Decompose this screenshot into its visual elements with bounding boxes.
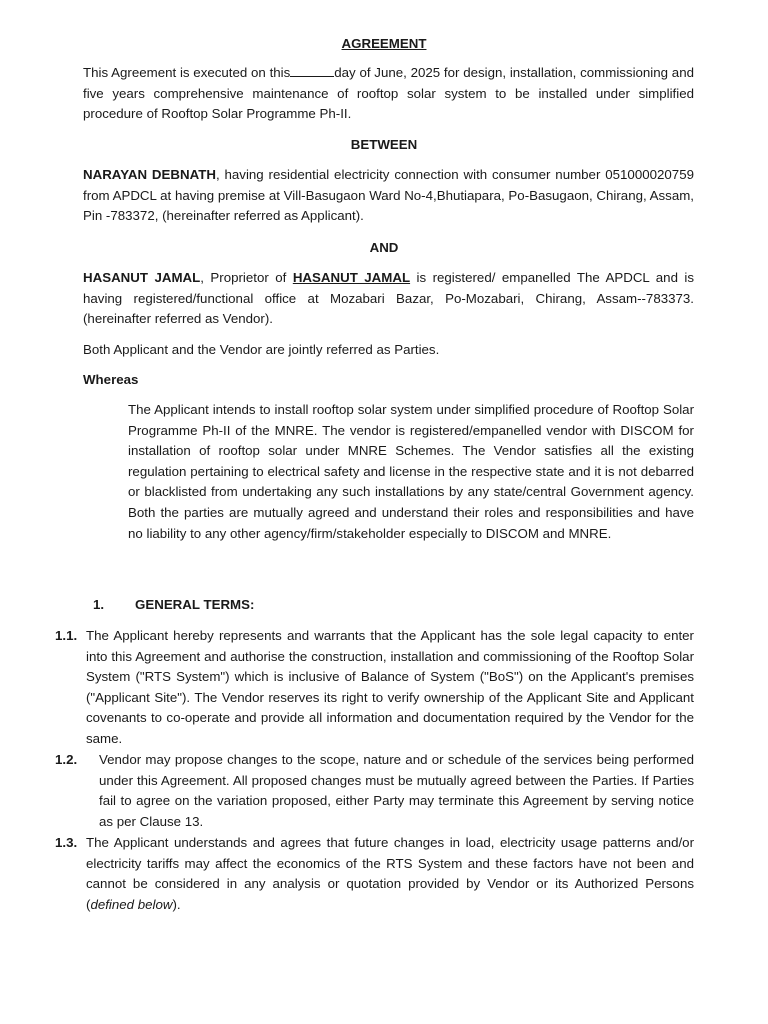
vendor-name: HASANUT JAMAL bbox=[83, 270, 201, 285]
clause-1-3-body bbox=[86, 833, 694, 915]
vendor-firm-name: HASANUT JAMAL bbox=[292, 270, 411, 285]
between-heading: BETWEEN bbox=[350, 137, 418, 152]
section-number: 1. bbox=[93, 597, 105, 612]
clause-1-3-number: 1.3. bbox=[55, 835, 78, 850]
intro-text-start: This Agreement is executed on this bbox=[83, 65, 291, 80]
clause-1-1-number: 1.1. bbox=[55, 628, 78, 643]
clause-1-1-body: The Applicant hereby represents and warrants that the Applicant has the sole legal capacity to enter into this Agreement and authorise the construction, installation and commissioning of the Rooftop Solar System ("RTS System") which is inclusive of Balance of System ("BoS") on the Applicant's premises ("Applicant Site"). The Vendor reserves its right to verify ownership of the Applicant Site and Applicant covenants to co-operate and provide all information and documentation required by the Vendor for the same. bbox=[86, 628, 694, 746]
and-heading: AND bbox=[369, 240, 399, 255]
vendor-paragraph bbox=[83, 268, 694, 330]
applicant-paragraph bbox=[83, 165, 694, 227]
clause-1-3-text bbox=[86, 833, 694, 915]
whereas-paragraph: The Applicant intends to install rooftop solar system under simplified procedure of Rooftop Solar Programme Ph-II of the MNRE. The vendor is registered/empanelled vendor with DISCOM for installation of rooftop solar under MNRE Schemes. The Vendor satisfies all the existing regulation pertaining to electrical safety and license in the respective state and it is not debarred or blacklisted from undertaking any such installations by any state/central Government agency. Both the parties are mutually agreed and understand their roles and responsibilities and have no liability to any other agency/firm/stakeholder especially to DISCOM and MNRE. bbox=[128, 402, 694, 541]
vendor-text-1: , Proprietor of bbox=[200, 270, 293, 285]
parties-paragraph: Both Applicant and the Vendor are jointly referred as Parties. bbox=[83, 342, 440, 357]
clause-1-3-main: The Applicant understands and agrees that future changes in load, electricity usage patterns and/or electricity tariffs may affect the economics of the RTS System and these factors have not been and cannot be considered in any analysis or quotation provided by Vendor or its Authorized Persons ( bbox=[86, 835, 694, 912]
clause-1-2-body: Vendor may propose changes to the scope, nature and or schedule of the services being performed under this Agreement. All proposed changes must be mutually agreed between the Parties. If Parties fail to agree on the variation proposed, either Party may terminate this Agreement by serving notice as per Clause 13. bbox=[99, 752, 694, 829]
date-blank bbox=[290, 64, 334, 77]
clause-1-3-end: ). bbox=[172, 896, 181, 912]
clause-1-2-text bbox=[91, 750, 694, 832]
document-title: AGREEMENT bbox=[341, 36, 427, 51]
applicant-name: NARAYAN DEBNATH bbox=[83, 167, 216, 182]
vendor-text-2: is registered/ empanelled The APDCL and is having registered/functional office at Mozabari Bazar, Po-Mozabari, Chirang, Assam--783373. (hereinafter referred as Vendor). bbox=[83, 270, 695, 327]
applicant-details: , having residential electricity connection with consumer number 051000020759 from APDCL at having premise at Vill-Basugaon Ward No-4,Bhutiapara, Po-Basugaon, Chirang, Assam, Pin -783372, (hereinafter referred as Applicant). bbox=[83, 167, 694, 224]
clause-1-1-text bbox=[86, 626, 694, 750]
clause-1-2-number: 1.2. bbox=[55, 752, 78, 767]
intro-paragraph bbox=[83, 63, 694, 125]
section-title: GENERAL TERMS: bbox=[135, 597, 255, 612]
intro-text-end: day of June, 2025 for design, installation, commissioning and five years comprehensive maintenance of rooftop solar system to be installed under simplified procedure of Rooftop Solar Programme Ph-II. bbox=[83, 65, 694, 122]
clause-1-3-italic: defined below bbox=[90, 896, 173, 912]
whereas-heading: Whereas bbox=[83, 372, 139, 387]
